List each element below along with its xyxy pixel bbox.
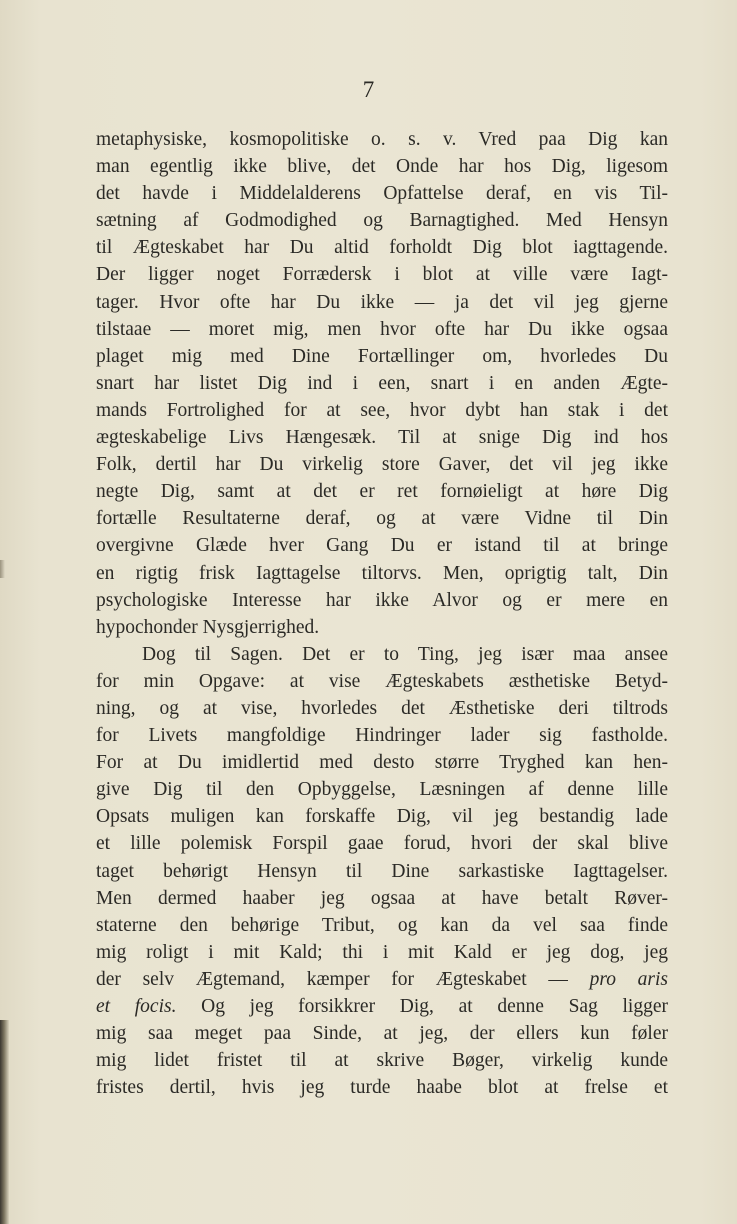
body-text: [96, 126, 668, 1101]
text-line: [96, 1047, 668, 1074]
text-line-roman: mig lidet fristet til at skrive Bøger, virkelig kunde: [96, 1050, 668, 1072]
text-line: [96, 776, 668, 803]
text-line: [96, 885, 668, 912]
text-line-roman: en rigtig frisk Iagttagelse tiltorvs. Men, oprigtig talt, Din: [96, 562, 668, 584]
text-line: [96, 532, 668, 559]
text-line: [96, 424, 668, 451]
text-line-roman: fortælle Resultaterne deraf, og at være Vidne til Din: [96, 508, 668, 530]
text-line: [96, 126, 668, 153]
binding-edge: [0, 1020, 9, 1224]
text-line-roman: sætning af Godmodighed og Barnagtighed. Med Hensyn: [96, 210, 668, 232]
text-line: [96, 966, 668, 993]
text-line: [96, 289, 668, 316]
binding-edge-mark: [0, 560, 5, 578]
text-line: [96, 695, 668, 722]
text-line-roman: plaget mig med Dine Fortællinger om, hvorledes Du: [96, 345, 668, 367]
text-line: [96, 1020, 668, 1047]
text-line: [96, 668, 668, 695]
text-line-roman: mig roligt i mit Kald; thi i mit Kald er jeg dog, jeg: [96, 941, 668, 963]
text-line-roman: der selv Ægtemand, kæmper for Ægteskabet —: [96, 968, 590, 990]
text-line-roman: tilstaae — moret mig, men hvor ofte har Du ikke ogsaa: [96, 318, 668, 340]
text-line-italic: pro aris: [589, 968, 668, 990]
text-line: [96, 722, 668, 749]
text-line: [96, 261, 668, 288]
text-line-roman: tager. Hvor ofte har Du ikke — ja det vil jeg gjerne: [96, 291, 668, 313]
text-line-roman: fristes dertil, hvis jeg turde haabe blot at frelse et: [96, 1077, 668, 1099]
text-line: [96, 207, 668, 234]
text-line-roman: Men dermed haaber jeg ogsaa at have betalt Røver-: [96, 887, 668, 909]
text-line: [96, 505, 668, 532]
text-line-roman: Folk, dertil har Du virkelig store Gaver, det vil jeg ikke: [96, 454, 668, 476]
text-line: [96, 587, 668, 614]
text-line-roman: give Dig til den Opbyggelse, Læsningen af denne lille: [96, 779, 668, 801]
text-line: [96, 478, 668, 505]
text-line-roman: negte Dig, samt at det er ret fornøieligt at høre Dig: [96, 481, 668, 503]
page-number: 7: [362, 77, 375, 102]
text-line-roman: for min Opgave: at vise Ægteskabets æsthetiske Betyd-: [96, 670, 668, 692]
text-line-roman: Opsats muligen kan forskaffe Dig, vil jeg bestandig lade: [96, 806, 668, 828]
text-line: [96, 316, 668, 343]
text-line-roman: taget behørigt Hensyn til Dine sarkastiske Iagttagelser.: [96, 860, 668, 882]
text-line-roman: psychologiske Interesse har ikke Alvor og er mere en: [96, 589, 668, 611]
text-line: [96, 993, 668, 1020]
text-line-roman: overgivne Glæde hver Gang Du er istand til at bringe: [96, 535, 668, 557]
text-line: [96, 912, 668, 939]
text-line-roman: mig saa meget paa Sinde, at jeg, der ellers kun føler: [96, 1023, 668, 1045]
text-line-roman: for Livets mangfoldige Hindringer lader sig fastholde.: [96, 725, 668, 747]
text-line: [96, 1074, 668, 1101]
text-line: [96, 614, 668, 641]
text-line: [96, 343, 668, 370]
text-line: [96, 830, 668, 857]
text-line-roman: Dog til Sagen. Det er to Ting, jeg især maa ansee: [142, 643, 668, 665]
text-line: [96, 803, 668, 830]
text-line-italic: et focis.: [96, 996, 177, 1017]
text-line: [96, 939, 668, 966]
text-line-roman: metaphysiske, kosmopolitiske o. s. v. Vred paa Dig kan: [96, 129, 668, 150]
text-line-roman: hypochonder Nysgjerrighed.: [96, 616, 320, 638]
text-line-roman: til Ægteskabet har Du altid forholdt Dig blot iagttagende.: [96, 237, 668, 259]
text-line-roman: Og jeg forsikkrer Dig, at denne Sag ligger: [176, 996, 668, 1017]
text-line: [96, 641, 668, 668]
text-line-roman: For at Du imidlertid med desto større Tryghed kan hen-: [96, 752, 668, 774]
text-line-roman: et lille polemisk Forspil gaae forud, hvori der skal blive: [96, 833, 668, 855]
text-line: [96, 153, 668, 180]
text-line-roman: man egentlig ikke blive, det Onde har hos Dig, ligesom: [96, 156, 668, 178]
text-line-roman: Der ligger noget Forrædersk i blot at ville være Iagt-: [96, 264, 668, 286]
text-line: [96, 858, 668, 885]
text-line: [96, 234, 668, 261]
text-line-roman: det havde i Middelalderens Opfattelse deraf, en vis Til-: [96, 183, 668, 205]
text-line-roman: snart har listet Dig ind i een, snart i en anden Ægte-: [96, 372, 668, 394]
text-line-roman: mands Fortrolighed for at see, hvor dybt han stak i det: [96, 399, 668, 421]
text-line-roman: staterne den behørige Tribut, og kan da vel saa finde: [96, 914, 668, 936]
text-line: [96, 560, 668, 587]
text-line: [96, 397, 668, 424]
text-line-roman: ning, og at vise, hvorledes det Æsthetiske deri tiltrods: [96, 697, 668, 719]
text-line-roman: ægteskabelige Livs Hængesæk. Til at snige Dig ind hos: [96, 427, 668, 449]
text-line: [96, 180, 668, 207]
text-line: [96, 451, 668, 478]
text-line: [96, 749, 668, 776]
text-line: [96, 370, 668, 397]
